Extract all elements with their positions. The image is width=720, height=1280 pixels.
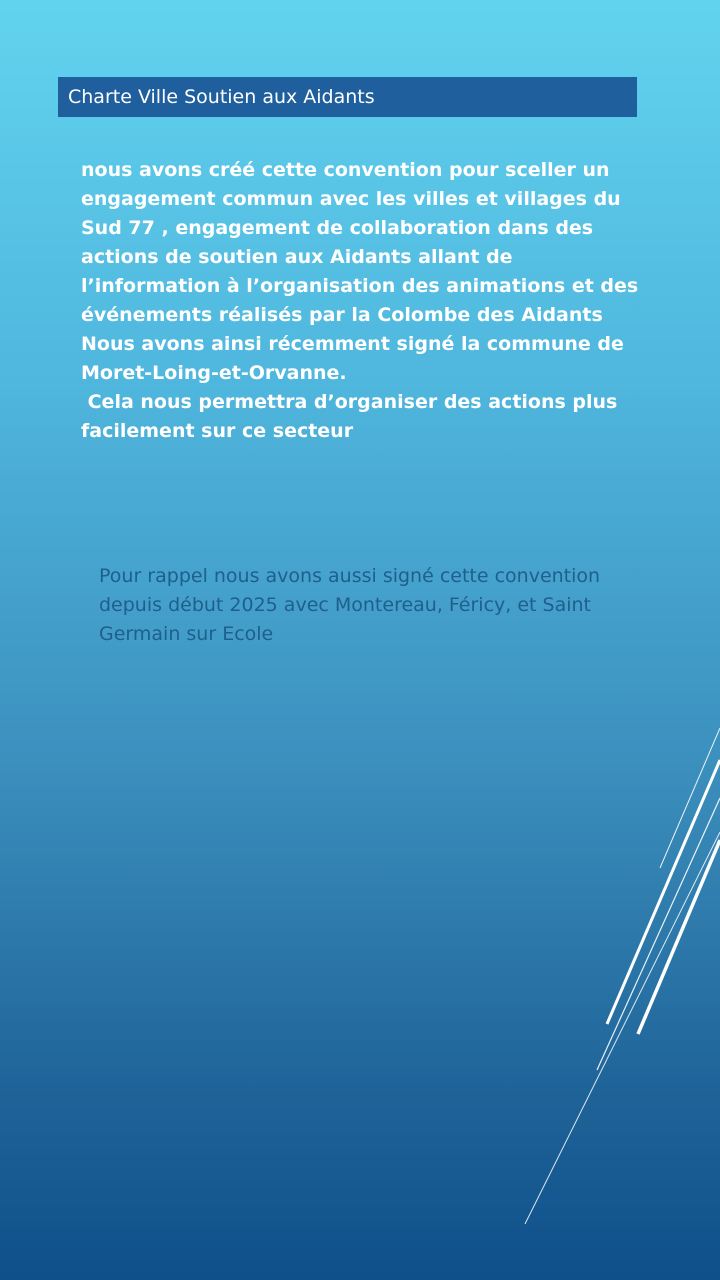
body-line: nous avons créé cette convention pour sceller un (81, 159, 610, 181)
deco-line (597, 798, 720, 1070)
body-line: Moret-Loing-et-Orvanne. (81, 362, 347, 384)
deco-line (638, 840, 720, 1034)
body-line: Cela nous permettra d’organiser des actions plus (81, 391, 618, 413)
slide-title: Charte Ville Soutien aux Aidants (68, 86, 375, 108)
note-line: Pour rappel nous avons aussi signé cette convention (99, 565, 601, 587)
deco-line (607, 760, 720, 1024)
body-line: actions de soutien aux Aidants allant de (81, 246, 513, 268)
body-text (81, 156, 681, 446)
body-line: Nous avons ainsi récemment signé la commune de (81, 333, 624, 355)
body-line: engagement commun avec les villes et villages du (81, 188, 621, 210)
body-line: facilement sur ce secteur (81, 420, 354, 442)
reminder-note (99, 562, 689, 649)
note-line: Germain sur Ecole (99, 623, 274, 645)
note-line: depuis début 2025 avec Montereau, Féricy, et Saint (99, 594, 592, 616)
body-line: événements réalisés par la Colombe des Aidants (81, 304, 603, 326)
body-line: l’information à l’organisation des animations et des (81, 275, 639, 297)
deco-line (660, 728, 720, 868)
deco-line (525, 832, 720, 1224)
body-line: Sud 77 , engagement de collaboration dans des (81, 217, 594, 239)
slide-title-bar (58, 77, 637, 117)
